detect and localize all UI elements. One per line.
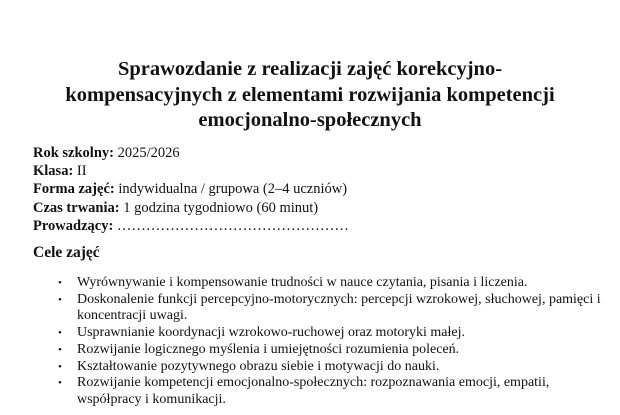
meta-class	[33, 162, 349, 180]
list-item	[58, 375, 603, 408]
meta-value: …………………………………………	[113, 217, 349, 234]
goals-list	[58, 275, 603, 409]
meta-duration	[33, 199, 349, 217]
goal-text: Doskonalenie funkcji percepcyjno-motorycznych: percepcji wzrokowej, słuchowej, pamięci i koncentracji uwagi.	[77, 291, 601, 324]
title-line-3: emocjonalno-społecznych	[198, 109, 422, 131]
meta-form	[33, 180, 349, 198]
bullet-icon: •	[58, 327, 62, 340]
list-item	[58, 342, 603, 359]
meta-label: Forma zajęć:	[33, 181, 115, 198]
meta-value: 2025/2026	[113, 145, 180, 161]
goal-text: Rozwijanie kompetencji emocjonalno-społecznych: rozpoznawania emocji, empatii, współpracy i komunikacji.	[77, 375, 550, 407]
list-item	[58, 359, 603, 376]
list-item	[58, 325, 603, 342]
meta-label: Klasa:	[33, 163, 74, 180]
meta-label: Czas trwania:	[33, 199, 120, 216]
meta-value: II	[73, 163, 87, 180]
meta-label: Prowadzący:	[33, 217, 114, 234]
bullet-icon: •	[58, 293, 62, 306]
bullet-icon: •	[58, 343, 62, 356]
goal-text: Rozwijanie logicznego myślenia i umiejętności rozumienia poleceń.	[77, 341, 460, 357]
meta-school-year	[33, 144, 349, 162]
document-title	[0, 57, 620, 134]
bullet-icon: •	[58, 360, 62, 373]
list-item	[58, 292, 603, 325]
title-line-2: kompensacyjnych z elementami rozwijania kompetencji	[65, 83, 555, 106]
meta-value: 1 godzina tygodniowo (60 minut)	[119, 199, 319, 216]
goal-text: Kształtowanie pozytywnego obrazu siebie i motywacji do nauki.	[77, 358, 440, 374]
meta-label: Rok szkolny:	[33, 145, 114, 161]
bullet-icon: •	[58, 277, 62, 289]
goal-text: Wyrównywanie i kompensowanie trudności w nauce czytania, pisania i liczenia.	[77, 275, 528, 290]
meta-block	[33, 144, 349, 235]
title-line-1: Sprawozdanie z realizacji zajęć korekcyjno-	[117, 58, 503, 80]
meta-value: indywidualna / grupowa (2–4 uczniów)	[114, 181, 348, 198]
goals-heading: Cele zajęć	[33, 244, 100, 261]
meta-teacher	[33, 217, 349, 235]
list-item	[58, 275, 603, 292]
bullet-icon: •	[58, 377, 62, 390]
goal-text: Usprawnianie koordynacji wzrokowo-ruchowej oraz motoryki małej.	[77, 325, 465, 341]
